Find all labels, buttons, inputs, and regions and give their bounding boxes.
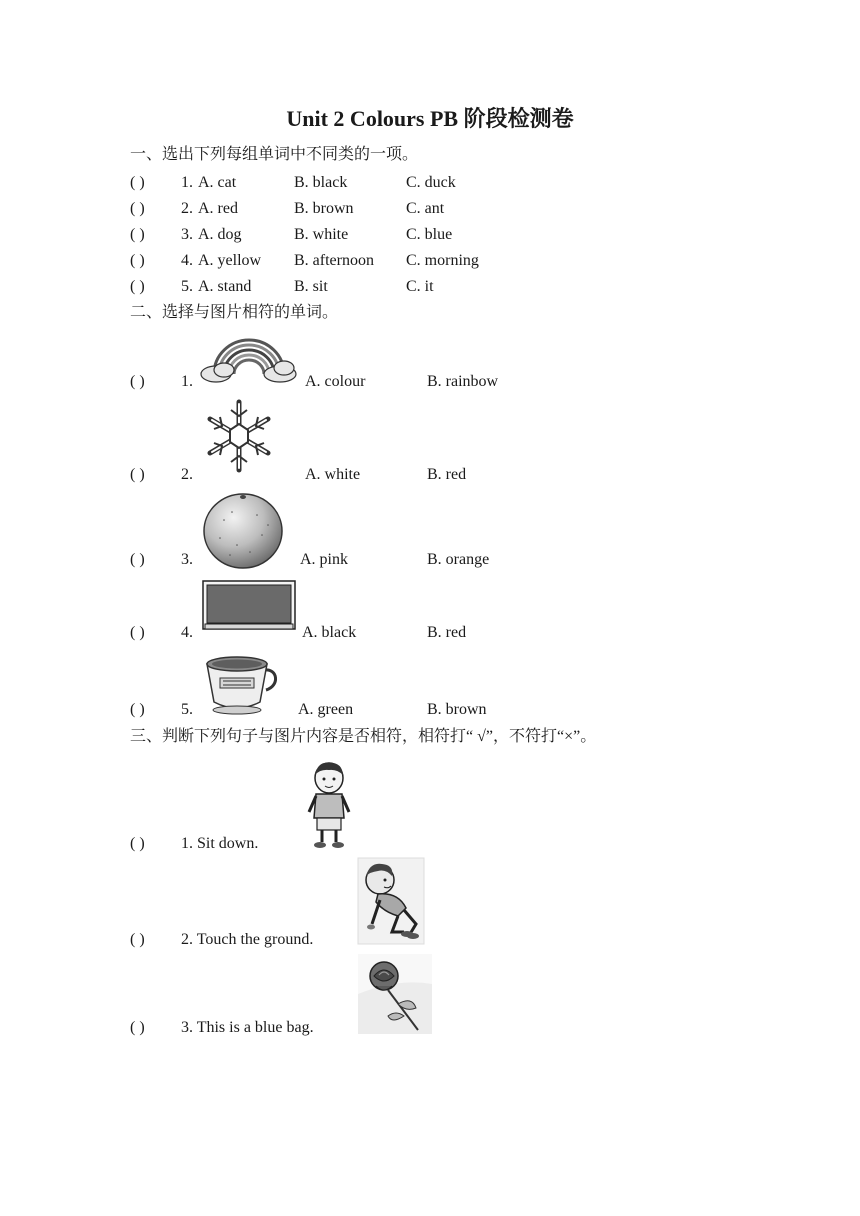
item-number: 5. bbox=[181, 701, 193, 718]
coffee-cup-icon bbox=[204, 652, 280, 716]
option-a: A. red bbox=[198, 200, 238, 217]
item-number: 3. bbox=[181, 551, 193, 568]
standing-boy-icon bbox=[304, 760, 354, 850]
answer-blank[interactable]: ( ) bbox=[130, 466, 145, 483]
answer-blank[interactable]: ( ) bbox=[130, 701, 145, 718]
answer-blank[interactable]: ( ) bbox=[130, 551, 145, 568]
answer-blank[interactable]: ( ) bbox=[130, 373, 145, 390]
section3-heading: 三、判断下列句子与图片内容是否相符，相符打“ √”，不符打“×”。 bbox=[130, 728, 597, 745]
section1-heading: 一、选出下列每组单词中不同类的一项。 bbox=[130, 146, 419, 163]
option-b: B. brown bbox=[294, 200, 354, 217]
option-c: C. ant bbox=[406, 200, 445, 217]
option-a: A. green bbox=[298, 701, 354, 718]
option-c: C. duck bbox=[406, 174, 456, 191]
answer-blank[interactable]: ( ) bbox=[130, 835, 145, 852]
rose-icon bbox=[358, 954, 432, 1034]
item-number: 1. bbox=[181, 373, 193, 390]
sentence-text: 1. Sit down. bbox=[181, 835, 259, 852]
answer-blank[interactable]: ( ) bbox=[130, 226, 145, 243]
item-number: 1. bbox=[181, 174, 193, 191]
item-number: 4. bbox=[181, 252, 193, 269]
option-b: B. sit bbox=[294, 278, 328, 295]
option-b: B. orange bbox=[427, 551, 490, 568]
option-a: A. stand bbox=[198, 278, 252, 295]
sentence-text: 3. This is a blue bag. bbox=[181, 1019, 314, 1036]
answer-blank[interactable]: ( ) bbox=[130, 624, 145, 641]
answer-blank[interactable]: ( ) bbox=[130, 931, 145, 948]
option-a: A. black bbox=[302, 624, 357, 641]
option-a: A. cat bbox=[198, 174, 237, 191]
option-b: B. red bbox=[427, 466, 467, 483]
page-title: Unit 2 Colours PB 阶段检测卷 bbox=[286, 106, 574, 131]
item-number: 4. bbox=[181, 624, 193, 641]
option-a: A. yellow bbox=[198, 252, 262, 269]
option-a: A. dog bbox=[198, 226, 242, 243]
answer-blank[interactable]: ( ) bbox=[130, 200, 145, 217]
item-number: 3. bbox=[181, 226, 193, 243]
rainbow-icon bbox=[200, 330, 298, 384]
answer-blank[interactable]: ( ) bbox=[130, 278, 145, 295]
answer-blank[interactable]: ( ) bbox=[130, 1019, 145, 1036]
sentence-text: 2. Touch the ground. bbox=[181, 931, 314, 948]
orange-fruit-icon bbox=[202, 490, 284, 570]
option-b: B. black bbox=[294, 174, 348, 191]
section2-heading: 二、选择与图片相符的单词。 bbox=[130, 304, 339, 321]
answer-blank[interactable]: ( ) bbox=[130, 252, 145, 269]
crouching-boy-icon bbox=[358, 858, 424, 944]
option-b: B. rainbow bbox=[427, 373, 499, 390]
option-b: B. white bbox=[294, 226, 349, 243]
answer-blank[interactable]: ( ) bbox=[130, 174, 145, 191]
item-number: 5. bbox=[181, 278, 193, 295]
snowflake-icon bbox=[200, 396, 278, 476]
option-b: B. afternoon bbox=[294, 252, 374, 269]
item-number: 2. bbox=[181, 200, 193, 217]
option-a: A. white bbox=[305, 466, 361, 483]
option-a: A. colour bbox=[305, 373, 366, 390]
option-b: B. red bbox=[427, 624, 467, 641]
option-b: B. brown bbox=[427, 701, 487, 718]
option-c: C. blue bbox=[406, 226, 453, 243]
option-a: A. pink bbox=[300, 551, 348, 568]
option-c: C. it bbox=[406, 278, 434, 295]
item-number: 2. bbox=[181, 466, 193, 483]
option-c: C. morning bbox=[406, 252, 479, 269]
blackboard-icon bbox=[202, 580, 296, 632]
